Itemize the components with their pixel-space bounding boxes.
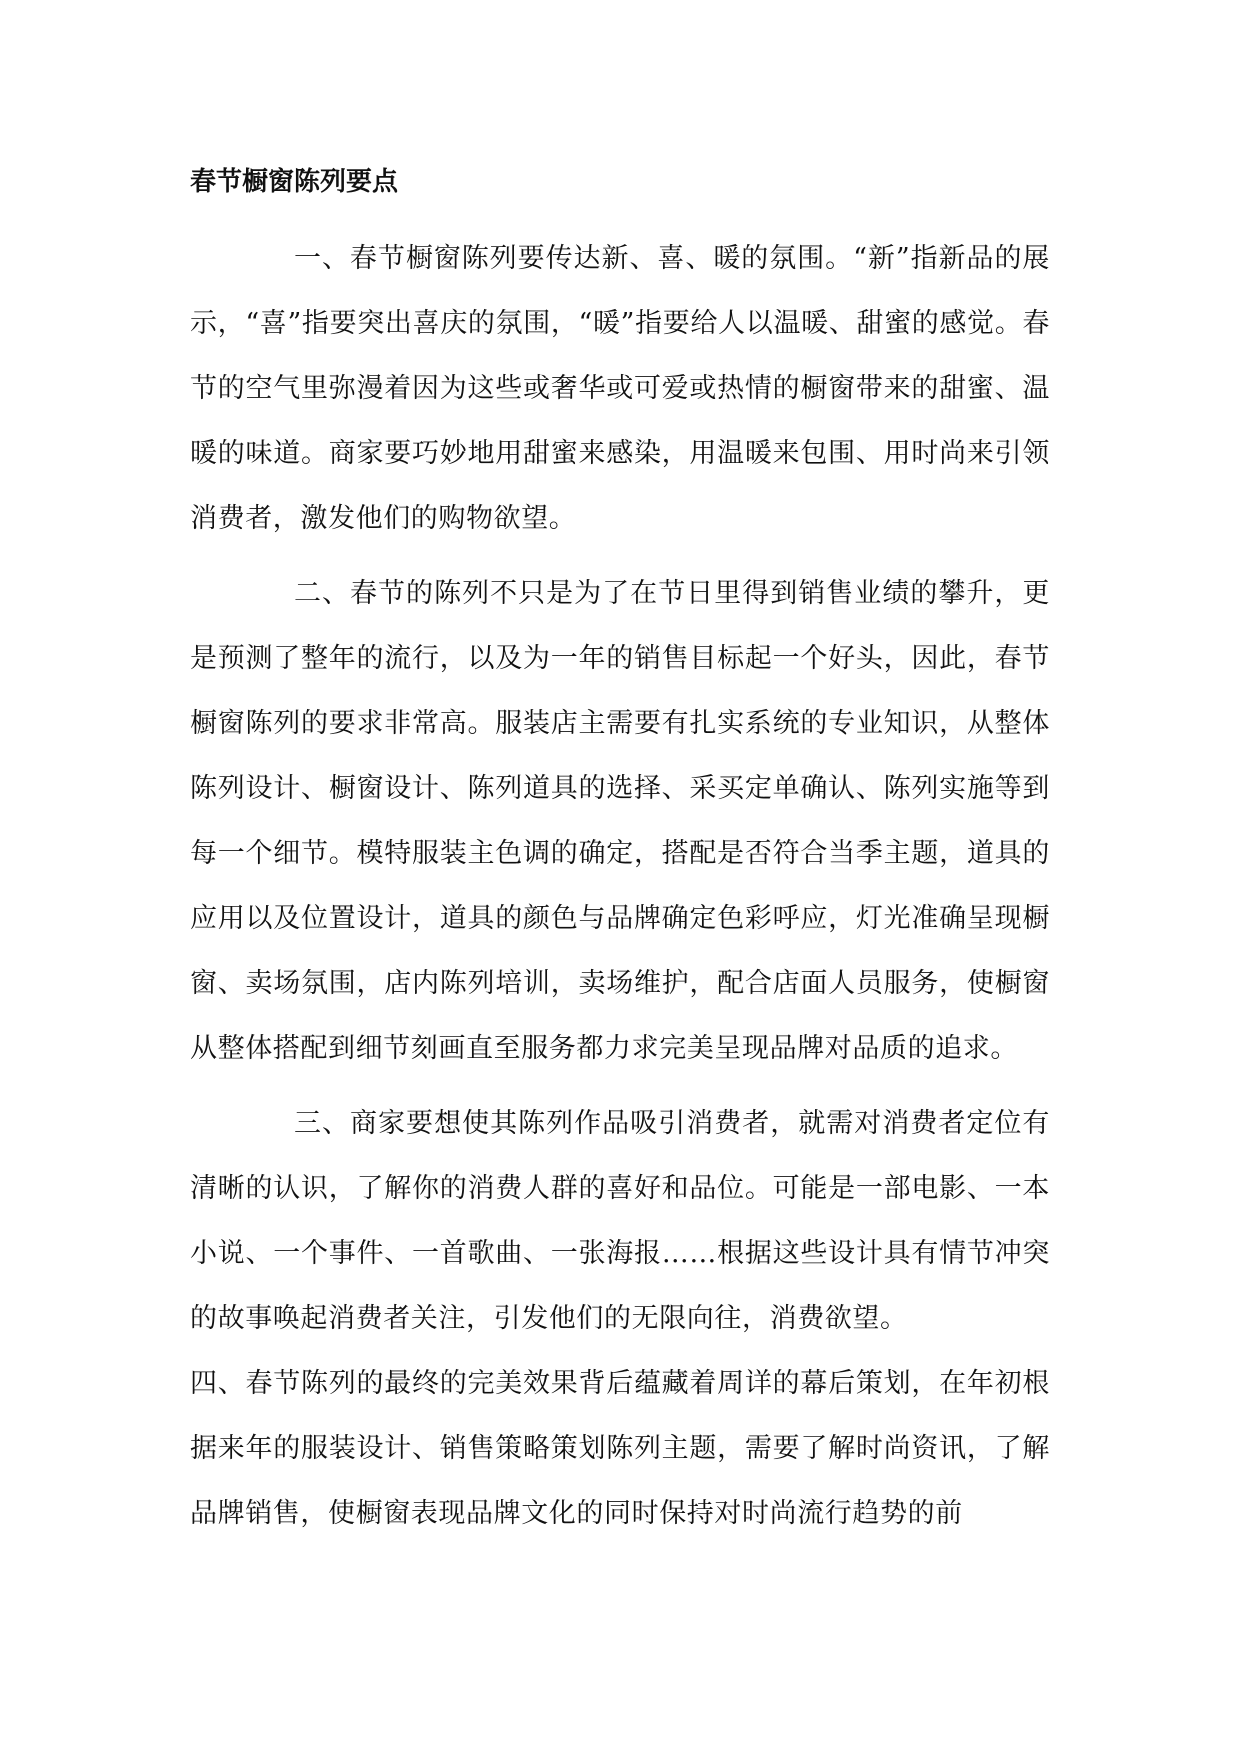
paragraph-2: 二、春节的陈列不只是为了在节日里得到销售业绩的攀升，更是预测了整年的流行，以及为一年的销售目标起一个好头，因此，春节橱窗陈列的要求非常高。服装店主需要有扎实系统的专业知识，从整体陈列设计、橱窗设计、陈列道具的选择、采买定单确认、陈列实施等到每一个细节。模特服装主色调的确定，搭配是否符合当季主题，道具的应用以及位置设计，道具的颜色与品牌确定色彩呼应，灯光准确呈现橱窗、卖场氛围，店内陈列培训，卖场维护，配合店面人员服务，使橱窗从整体搭配到细节刻画直至服务都力求完美呈现品牌对品质的追求。 <box>190 578 1050 1064</box>
paragraph-3: 三、商家要想使其陈列作品吸引消费者，就需对消费者定位有清晰的认识，了解你的消费人群的喜好和品位。可能是一部电影、一本小说、一个事件、一首歌曲、一张海报……根据这些设计具有情节冲突的故事唤起消费者关注，引发他们的无限向往，消费欲望。 <box>190 1108 1050 1334</box>
document-page <box>190 160 1050 1546</box>
paragraph-1: 一、春节橱窗陈列要传达新、喜、暖的氛围。“新”指新品的展示，“喜”指要突出喜庆的氛围，“暖”指要给人以温暖、甜蜜的感觉。春节的空气里弥漫着因为这些或奢华或可爱或热情的橱窗带来的甜蜜、温暖的味道。商家要巧妙地用甜蜜来感染，用温暖来包围、用时尚来引领消费者，激发他们的购物欲望。 <box>190 243 1050 534</box>
paragraph-4: 四、春节陈列的最终的完美效果背后蕴藏着周详的幕后策划，在年初根据来年的服装设计、销售策略策划陈列主题，需要了解时尚资讯，了解品牌销售，使橱窗表现品牌文化的同时保持对时尚流行趋势的前 <box>190 1368 1050 1529</box>
document-title: 春节橱窗陈列要点 <box>190 167 399 197</box>
